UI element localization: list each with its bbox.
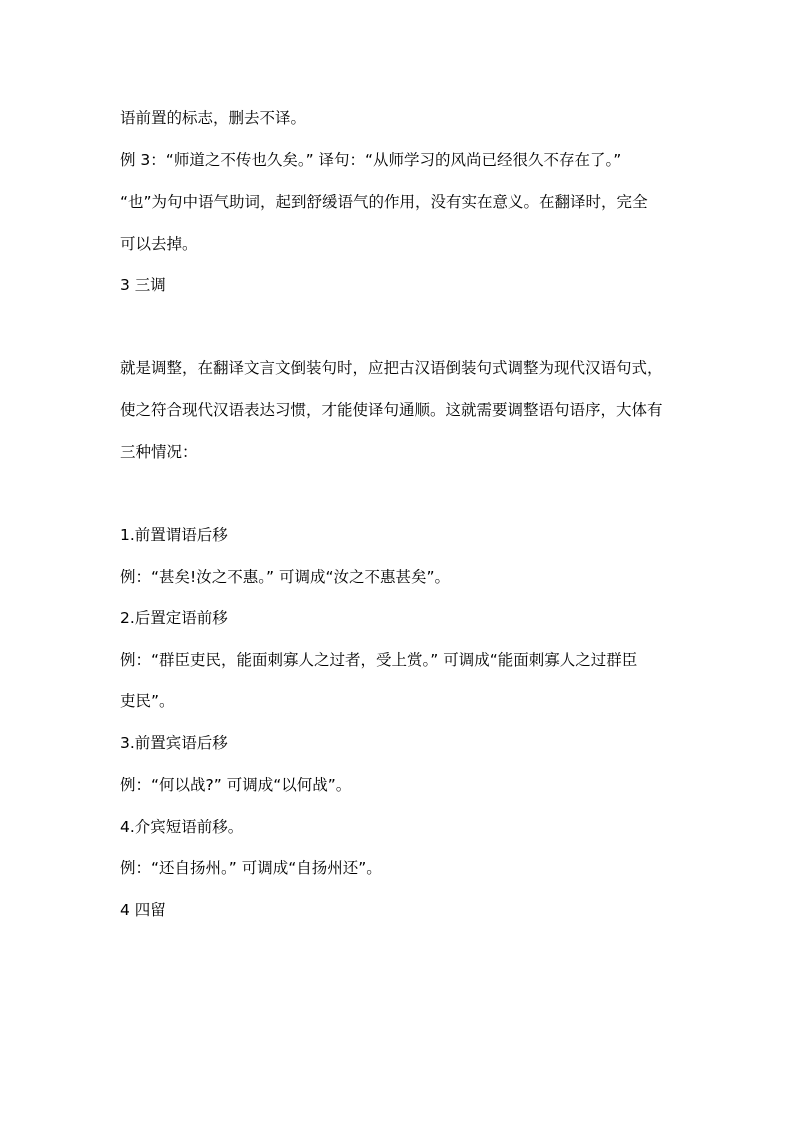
paragraph-line-1: 语前置的标志，删去不译。 <box>120 109 307 127</box>
subheading-3: 3.前置宾语后移 <box>120 734 228 752</box>
subheading-1: 1.前置谓语后移 <box>120 526 228 544</box>
example-2-line-1: 例：“群臣吏民，能面刺寡人之过者，受上赏。” 可调成“能面刺寡人之过群臣 <box>120 651 638 669</box>
section-heading-3: 3 三调 <box>120 276 166 294</box>
paragraph-adjust-line-3: 三种情况： <box>120 443 198 461</box>
example-4-line: 例：“还自扬州。” 可调成“自扬州还”。 <box>120 859 382 877</box>
subheading-2: 2.后置定语前移 <box>120 609 228 627</box>
paragraph-adjust-line-1: 就是调整，在翻译文言文倒装句时，应把古汉语倒装句式调整为现代汉语句式， <box>120 359 663 377</box>
section-heading-4: 4 四留 <box>120 901 166 919</box>
example-3-explanation-line-2: 可以去掉。 <box>120 235 198 253</box>
example-2-line-2: 吏民”。 <box>120 692 175 710</box>
example-3-explanation-line-1: “也”为句中语气助词，起到舒缓语气的作用，没有实在意义。在翻译时，完全 <box>120 193 648 211</box>
paragraph-adjust-line-2: 使之符合现代汉语表达习惯，才能使译句通顺。这就需要调整语句语序，大体有 <box>120 401 663 419</box>
subheading-4: 4.介宾短语前移。 <box>120 818 244 836</box>
example-1-line: 例：“甚矣!汝之不惠。” 可调成“汝之不惠甚矣”。 <box>120 568 451 586</box>
example-3-line: 例 3：“师道之不传也久矣。” 译句：“从师学习的风尚已经很久不存在了。” <box>120 151 622 169</box>
example-3b-line: 例：“何以战?” 可调成“以何战”。 <box>120 776 352 794</box>
